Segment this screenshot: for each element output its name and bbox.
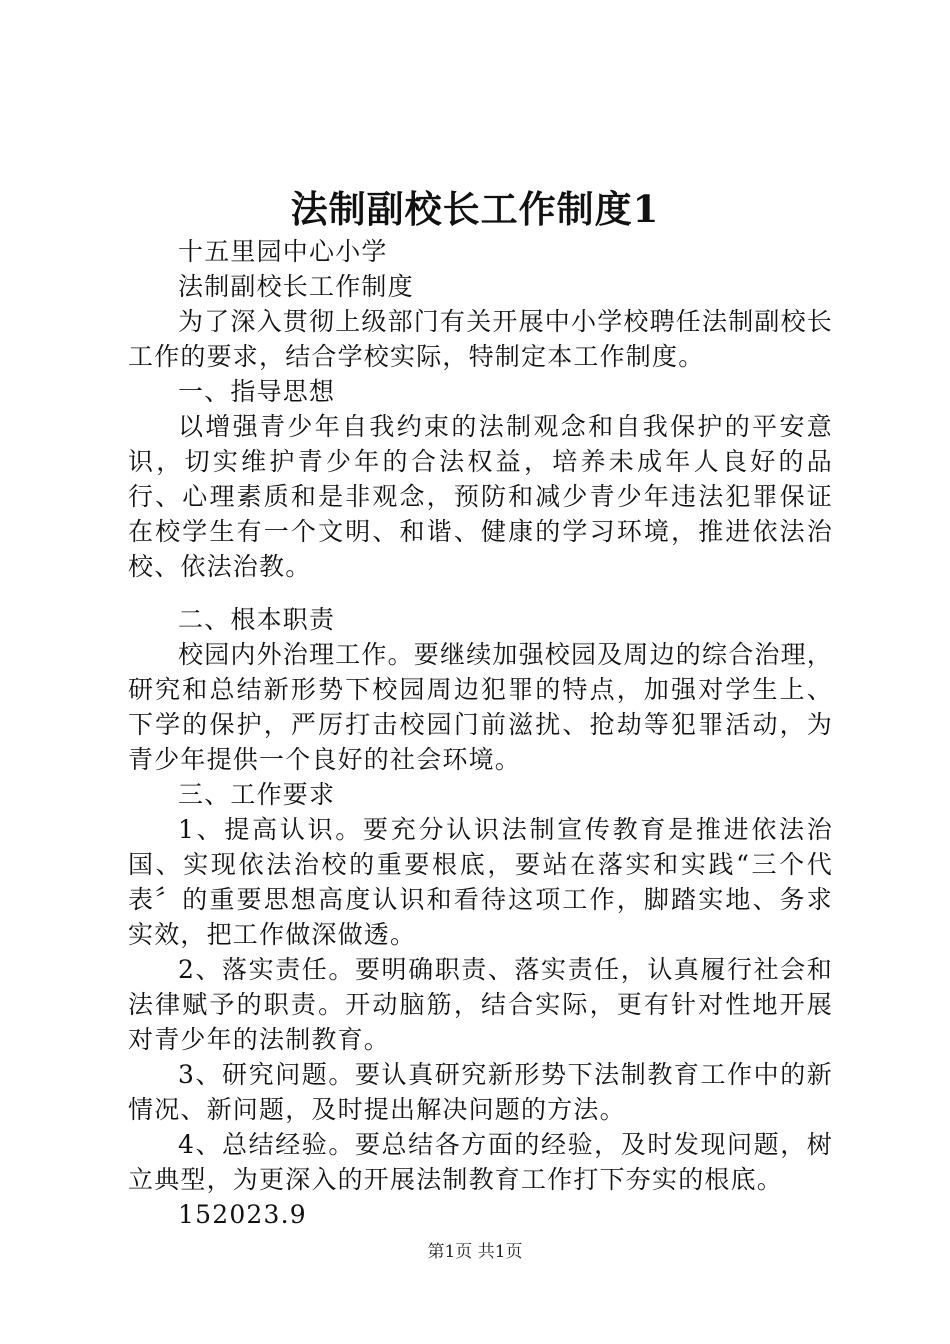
- school-name: 十五里园中心小学: [178, 237, 388, 266]
- requirement-2: 2、落实责任。要明确职责、落实责任，认真履行社会和法律赋予的职责。开动脑筋，结合实际，更有针对性地开展对青少年的法制教育。: [128, 955, 833, 1054]
- section-1-paragraph: 以增强青少年自我约束的法制观念和自我保护的平安意识，切实维护青少年的合法权益，培养未成年人良好的品行、心理素质和是非观念，预防和减少青少年违法犯罪保证在校学生有一个文明、和谐、健康的学习环境，推进依法治校、依法治教。: [128, 412, 833, 581]
- section-heading-2: 二、根本职责: [178, 605, 336, 634]
- requirement-1: 1、提高认识。要充分认识法制宣传教育是推进依法治国、实现依法治校的重要根底，要站在落实和实践“三个代表〞的重要思想高度认识和看待这项工作，脚踏实地、务求实效，把工作做深做透。: [128, 815, 833, 949]
- requirement-3: 3、研究问题。要认真研究新形势下法制教育工作中的新情况、新问题，及时提出解决问题的方法。: [128, 1060, 833, 1124]
- subtitle: 法制副校长工作制度: [178, 272, 414, 301]
- section-heading-3: 三、工作要求: [178, 780, 336, 809]
- requirement-4: 4、总结经验。要总结各方面的经验，及时发现问题，树立典型，为更深入的开展法制教育工作打下夯实的根底。: [128, 1130, 833, 1194]
- page-footer: 第1页 共1页: [427, 1242, 523, 1262]
- intro-paragraph: 为了深入贯彻上级部门有关开展中小学校聘任法制副校长工作的要求，结合学校实际，特制定本工作制度。: [128, 307, 834, 371]
- document-title: 法制副校长工作制度1: [290, 187, 660, 231]
- blank-line: [128, 584, 833, 602]
- section-heading-1: 一、指导思想: [178, 377, 336, 406]
- section-2-paragraph: 校园内外治理工作。要继续加强校园及周边的综合治理，研究和总结新形势下校园周边犯罪的特点，加强对学生上、下学的保护，严厉打击校园门前滋扰、抢劫等犯罪活动，为青少年提供一个良好的社会环境。: [128, 640, 834, 774]
- document-date: 152023.9: [178, 1200, 307, 1229]
- document-body: [128, 234, 833, 1232]
